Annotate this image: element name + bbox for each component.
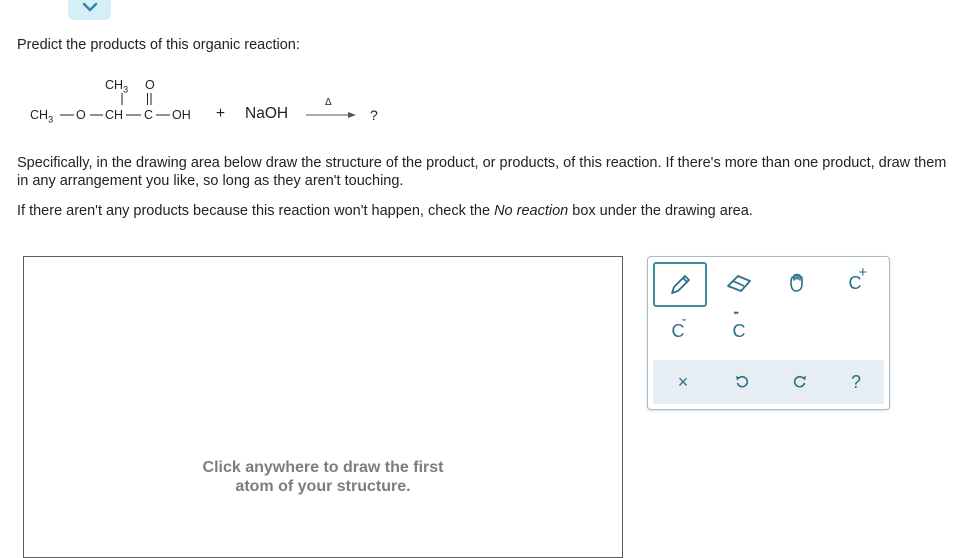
drawing-toolbox (647, 256, 890, 410)
instructions-text: Specifically, in the drawing area below draw the structure of the product, or products, of this reaction. If there's more than one product, draw them in any arrangement you like, so long as they aren't touching. (17, 155, 947, 189)
carbonyl-carbon: C (144, 108, 154, 122)
methyl-left: $CH_3$ (30, 108, 54, 125)
methyl-top: $CH_3$ (105, 78, 129, 95)
negative-charge-tool[interactable] (656, 311, 700, 351)
negative-charge-icon: C - (671, 310, 687, 341)
drawing-area[interactable] (23, 256, 623, 558)
undo-icon (734, 374, 750, 390)
ether-oxygen: O (76, 108, 86, 122)
no-reaction-instructions: If there aren't any products because this reaction won't happen, check the No reaction box under the drawing area. (17, 203, 753, 219)
help-icon: ? (850, 371, 861, 392)
lone-pair-tool[interactable] (717, 307, 761, 351)
action-bar (653, 360, 884, 404)
pencil-icon (667, 272, 693, 298)
clear-icon: × (677, 371, 689, 392)
help-button[interactable] (834, 360, 878, 404)
carbonyl-oxygen: O (145, 78, 155, 92)
reagent: NaOH (245, 105, 289, 122)
positive-charge-tool[interactable] (833, 263, 877, 303)
unknown-product: ? (370, 107, 378, 123)
alpha-carbon: CH (105, 108, 124, 122)
eraser-icon (725, 272, 753, 294)
plus-sign: + (216, 105, 226, 122)
positive-charge-icon: C + (848, 263, 868, 293)
move-tool[interactable] (775, 263, 819, 303)
no-reaction-term: No reaction (494, 203, 569, 219)
canvas-hint: Click anywhere to draw the first atom of your structure. (202, 459, 444, 495)
eraser-tool[interactable] (717, 263, 761, 303)
reaction-scheme (0, 70, 420, 140)
redo-button[interactable] (778, 360, 822, 404)
question-prompt: Predict the products of this organic reaction: (17, 37, 300, 53)
undo-button[interactable] (720, 360, 764, 404)
pencil-tool[interactable] (653, 262, 707, 307)
lone-pair-icon: C •• (732, 307, 746, 341)
hydroxyl: OH (172, 108, 191, 122)
chevron-down-icon (82, 2, 98, 12)
bond-lines (0, 70, 420, 140)
hand-icon (785, 271, 809, 295)
redo-icon (792, 374, 808, 390)
clear-button[interactable] (661, 360, 705, 404)
heat-symbol: Δ (325, 97, 332, 108)
collapse-button[interactable] (68, 0, 111, 20)
